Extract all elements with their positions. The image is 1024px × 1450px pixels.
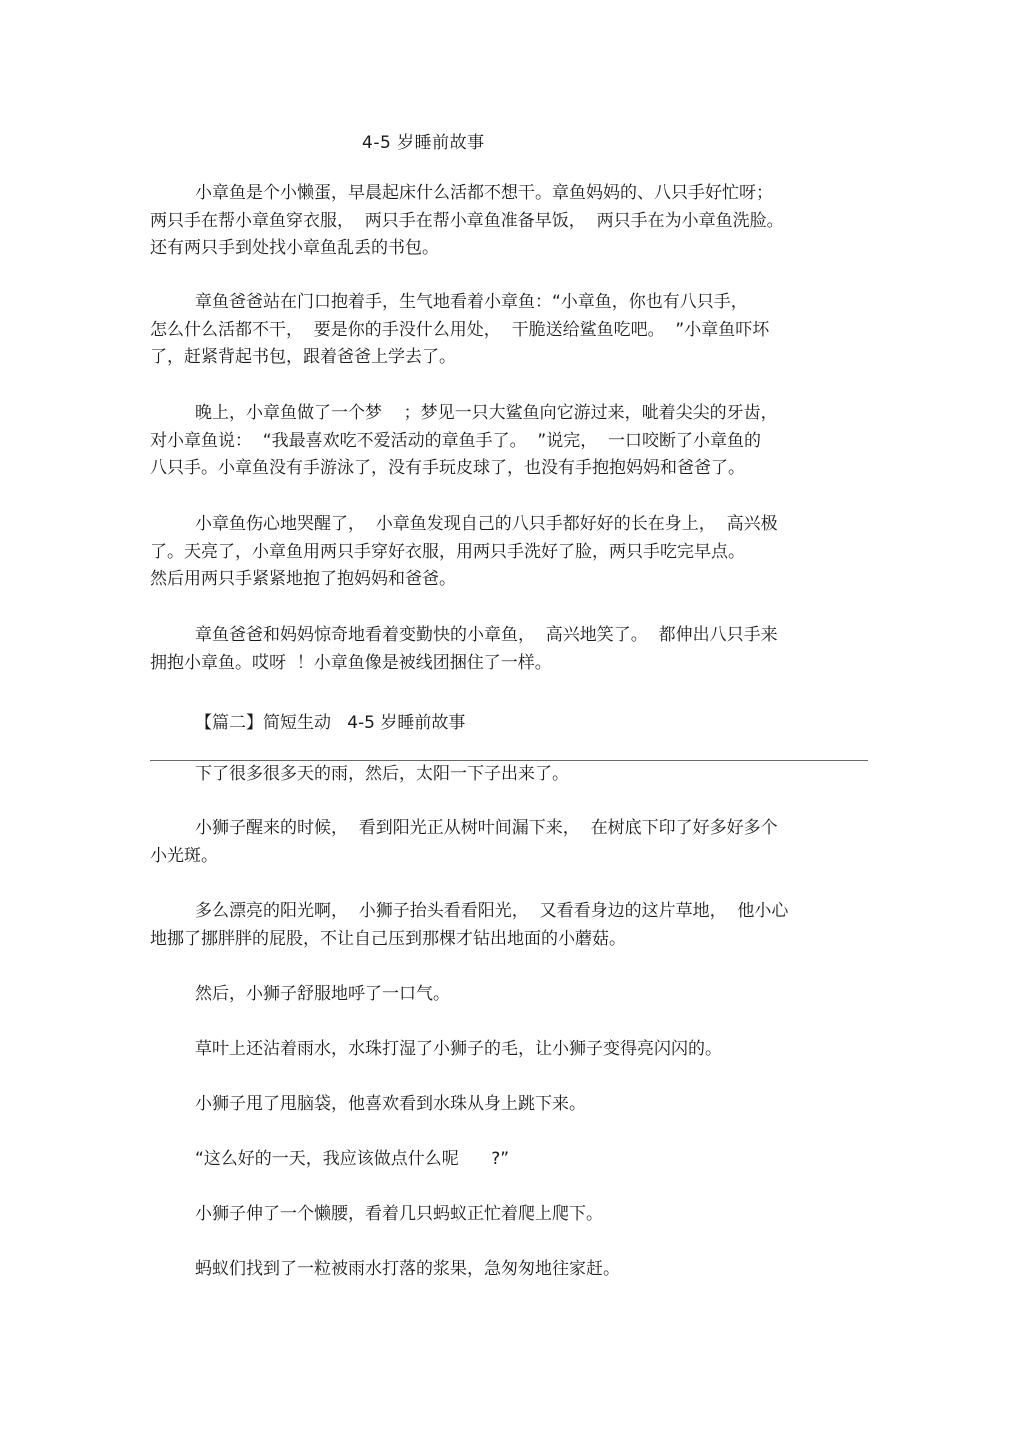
story2-paragraph-2 [150, 815, 830, 870]
text-line: 拥抱小章鱼。哎呀 ！小章鱼像是被线团捆住了一样。 [150, 652, 552, 673]
story2-paragraph-8 [150, 1201, 830, 1229]
text-line: 对小章鱼说： “我最喜欢吃不爱活动的章鱼手了。 ”说完， 一口咬断了小章鱼的 [150, 430, 762, 451]
text-line: 章鱼爸爸站在门口抱着手，生气地看着小章鱼：“小章鱼，你也有八只手， [195, 292, 748, 312]
text-line: 然后，小狮子舒服地呼了一口气。 [195, 984, 450, 1004]
text-line: 多么漂亮的阳光啊， 小狮子抬头看看阳光， 又看看身边的这片草地， 他小心 [195, 901, 789, 921]
text-line: 小狮子伸了一个懒腰，看着几只蚂蚁正忙着爬上爬下。 [195, 1204, 603, 1224]
story2-paragraph-9 [150, 1256, 830, 1284]
story1-paragraph-5 [150, 622, 830, 677]
text-line: 小狮子醒来的时候， 看到阳光正从树叶间漏下来， 在树底下印了好多好多个 [195, 818, 778, 838]
text-line: 然后用两只手紧紧地抱了抱妈妈和爸爸。 [150, 569, 456, 589]
text-line: 怎么什么活都不干， 要是你的手没什么用处， 干脆送给鲨鱼吃吧。 ”小章鱼吓坏 [150, 319, 770, 340]
text-line: 还有两只手到处找小章鱼乱丢的书包。 [150, 238, 439, 258]
text-line: 了，赶紧背起书包，跟着爸爸上学去了。 [150, 347, 456, 367]
story2-paragraph-4 [150, 981, 830, 1009]
story2-paragraph-5 [150, 1036, 830, 1064]
story2-paragraph-3 [150, 898, 830, 953]
text-line: 小狮子甩了甩脑袋，他喜欢看到水珠从身上跳下来。 [195, 1094, 586, 1114]
text-line: “这么好的一天，我应该做点什么呢 ?” [195, 1149, 510, 1169]
text-line: 蚂蚁们找到了一粒被雨水打落的浆果，急匆匆地往家赶。 [195, 1259, 620, 1279]
document-title: 4-5 岁睡前故事 [362, 133, 485, 153]
story2-paragraph-1 [150, 761, 830, 789]
text-line: 小章鱼伤心地哭醒了， 小章鱼发现自己的八只手都好好的长在身上， 高兴极 [195, 514, 778, 534]
story1-paragraph-1 [150, 180, 830, 263]
text-line: 小章鱼是个小懒蛋，早晨起床什么活都不想干。章鱼妈妈的、八只手好忙呀； [195, 183, 773, 203]
text-line: 章鱼爸爸和妈妈惊奇地看着变勤快的小章鱼， 高兴地笑了。 都伸出八只手来 [195, 625, 778, 645]
story2-paragraph-6 [150, 1091, 830, 1119]
text-line: 八只手。小章鱼没有手游泳了，没有手玩皮球了，也没有手抱抱妈妈和爸爸了。 [150, 458, 745, 478]
story1-paragraph-4 [150, 511, 830, 594]
section-2-heading: 【篇二】简短生动 4-5 岁睡前故事 [195, 713, 466, 733]
text-line: 草叶上还沾着雨水，水珠打湿了小狮子的毛，让小狮子变得亮闪闪的。 [195, 1039, 722, 1059]
text-line: 地挪了挪胖胖的屁股，不让自己压到那棵才钻出地面的小蘑菇。 [150, 928, 626, 949]
text-line: 晚上，小章鱼做了一个梦 ；梦见一只大鲨鱼向它游过来，呲着尖尖的牙齿， [195, 403, 778, 423]
text-line: 两只手在帮小章鱼穿衣服， 两只手在帮小章鱼准备早饭， 两只手在为小章鱼洗脸。 [150, 210, 784, 231]
text-line: 小光斑。 [150, 845, 218, 866]
story1-paragraph-2 [150, 289, 830, 372]
story2-paragraph-7 [150, 1146, 830, 1174]
text-line: 了。天亮了，小章鱼用两只手穿好衣服，用两只手洗好了脸，两只手吃完早点。 [150, 541, 745, 562]
story1-paragraph-3 [150, 400, 830, 483]
text-line: 下了很多很多天的雨，然后，太阳一下子出来了。 [195, 764, 569, 784]
